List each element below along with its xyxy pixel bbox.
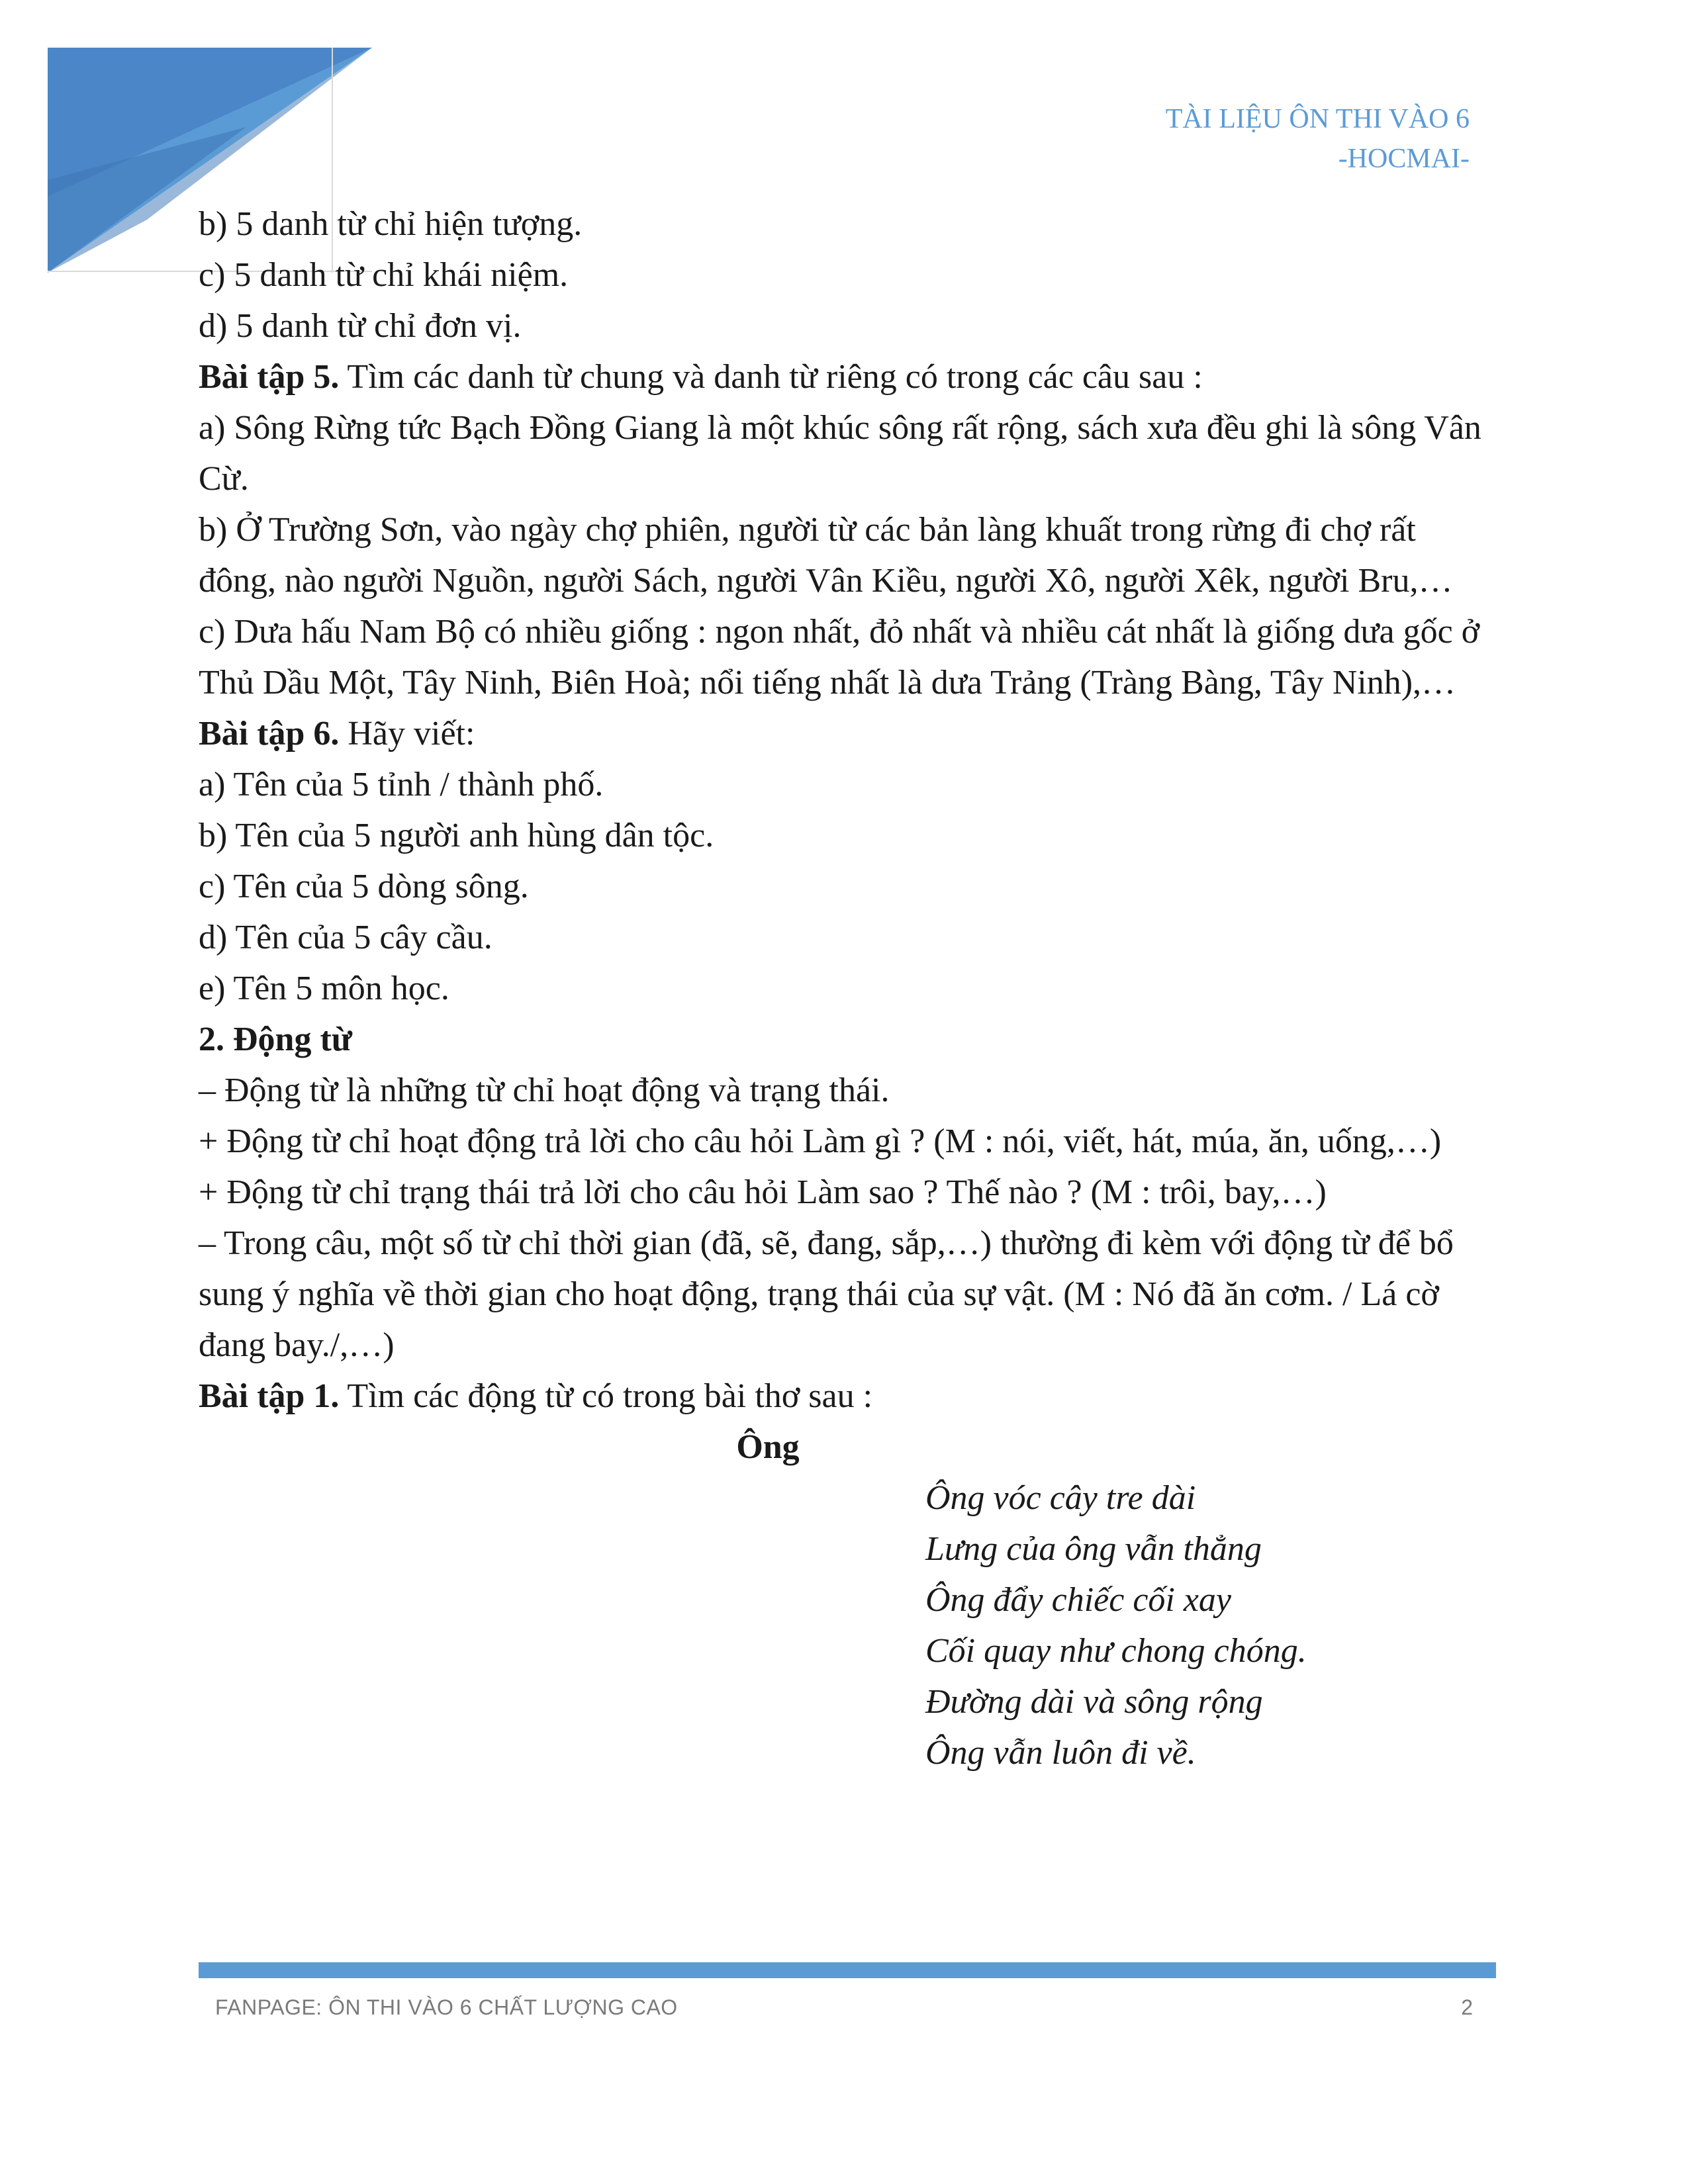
header-subtitle: -HOCMAI- [1338,144,1470,174]
header-title: TÀI LIỆU ÔN THI VÀO 6 [1165,104,1470,134]
paragraph-text: Hãy viết: [339,715,475,752]
paragraph-text: Tìm các động từ có trong bài thơ sau : [339,1377,873,1415]
document-header [1166,99,1470,179]
paragraph-text: c) Dưa hấu Nam Bộ có nhiều giống : ngon nhất, đỏ nhất và nhiều cát nhất là giống dưa gốc ở Thủ Dầu Một, Tây Ninh, Biên Hoà; nổi tiếng nhất là dưa Trảng (Tràng Bàng, Tây Ninh),… [199,613,1480,702]
paragraph [199,1014,1496,1065]
paragraph-text: Tìm các danh từ chung và danh từ riêng có trong các câu sau : [339,358,1203,396]
poem-verses [925,1473,1496,1778]
paragraph-heading: Bài tập 5. [199,358,340,396]
document-body [199,199,1496,1778]
paragraph-text: d) Tên của 5 cây cầu. [199,919,492,956]
paragraph-text: b) Ở Trường Sơn, vào ngày chợ phiên, người từ các bản làng khuất trong rừng đi chợ rất đông, nào người Nguồn, người Sách, người Vân Kiều, người Xô, người Xêk, người Bru,… [199,511,1453,600]
poem-verse: Đường dài và sông rộng [925,1683,1263,1721]
paragraph [199,1218,1496,1371]
paragraph [199,1065,1496,1116]
paragraph-text: c) 5 danh từ chỉ khái niệm. [199,256,569,294]
paragraph [199,606,1496,708]
paragraph [199,504,1496,606]
paragraph-text: c) Tên của 5 dòng sông. [199,868,529,905]
paragraph-text: a) Sông Rừng tức Bạch Đồng Giang là một khúc sông rất rộng, sách xưa đều ghi là sông Vân Cừ. [199,409,1481,498]
paragraph-heading: Bài tập 1. [199,1377,340,1415]
footer-fanpage: FANPAGE: ÔN THI VÀO 6 CHẤT LƯỢNG CAO [215,1995,678,2019]
footer-rule [199,1962,1496,1978]
poem-title: Ông [736,1428,800,1466]
paragraph [199,300,1496,351]
paragraph [199,351,1496,402]
paragraph [199,1371,1496,1422]
paragraph-text: e) Tên 5 môn học. [199,970,449,1007]
poem-verse: Ông đẩy chiếc cối xay [925,1581,1232,1619]
paragraph-text: d) 5 danh từ chỉ đơn vị. [199,307,522,345]
paragraph-text: a) Tên của 5 tỉnh / thành phố. [199,766,604,803]
paragraph-text: – Trong câu, một số từ chỉ thời gian (đã, sẽ, đang, sắp,…) thường đi kèm với động từ để bổ sung ý nghĩa về thời gian cho hoạt động, trạng thái của sự vật. (M : Nó đã ăn cơm. / Lá cờ đang bay./,…) [199,1224,1454,1364]
paragraph [199,250,1496,300]
poem-verse: Ông vẫn luôn đi về. [925,1734,1196,1772]
poem-verse: Lưng của ông vẫn thẳng [925,1530,1262,1568]
paragraph-list [199,199,1496,1422]
paragraph [199,708,1496,759]
poem-verse: Cối quay như chong chóng. [925,1632,1307,1670]
paragraph-text: + Động từ chỉ hoạt động trả lời cho câu hỏi Làm gì ? (M : nói, viết, hát, múa, ăn, uống,…) [199,1122,1442,1160]
page-number: 2 [1461,1995,1473,2019]
poem-verse: Ông vóc cây tre dài [925,1479,1196,1517]
paragraph-heading: Bài tập 6. [199,715,340,752]
paragraph [199,759,1496,810]
paragraph [199,912,1496,963]
paragraph [199,810,1496,861]
paragraph [199,402,1496,504]
paragraph [199,1167,1496,1218]
paragraph [199,963,1496,1014]
paragraph-text: + Động từ chỉ trạng thái trả lời cho câu hỏi Làm sao ? Thế nào ? (M : trôi, bay,…) [199,1173,1327,1211]
paragraph [199,1116,1496,1167]
paragraph [199,861,1496,912]
paragraph-heading: 2. Động từ [199,1021,352,1058]
paragraph-text: b) Tên của 5 người anh hùng dân tộc. [199,817,714,854]
paragraph [199,199,1496,250]
paragraph-text: – Động từ là những từ chỉ hoạt động và trạng thái. [199,1071,890,1109]
paragraph-text: b) 5 danh từ chỉ hiện tượng. [199,205,583,243]
